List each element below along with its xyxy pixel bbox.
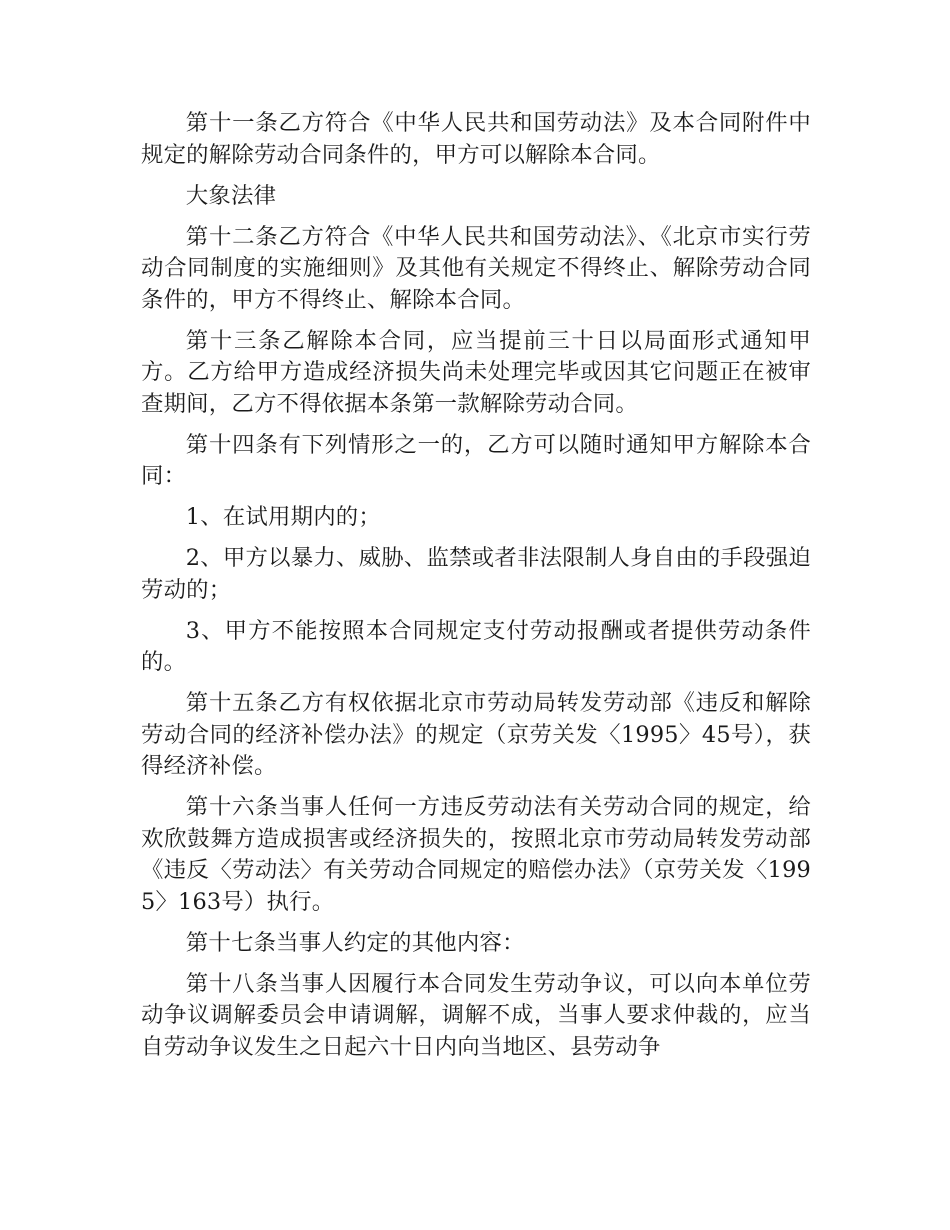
clause-14-item-1: 1、在试用期内的； xyxy=(185,504,381,530)
clause-16-paragraph: 第十六条当事人任何一方违反劳动法有关劳动合同的规定，给欢欣鼓舞方造成损害或经济损失的，按照北京市劳动局转发劳动部《违反〈劳动法〉有关劳动合同规定的赔偿办法》（京劳关发〈1995〉163号）执行。 xyxy=(141,794,811,915)
clause-18-paragraph: 第十八条当事人因履行本合同发生劳动争议，可以向本单位劳动争议调解委员会申请调解，调解不成，当事人要求仲裁的，应当自劳动争议发生之日起六十日内向当地区、县劳动争 xyxy=(141,970,811,1060)
clause-15-paragraph: 第十五条乙方有权依据北京市劳动局转发劳动部《违反和解除劳动合同的经济补偿办法》的规定（京劳关发〈1995〉45号），获得经济补偿。 xyxy=(141,690,811,779)
clause-14-paragraph: 第十四条有下列情形之一的，乙方可以随时通知甲方解除本合同： xyxy=(141,431,811,489)
clause-11-paragraph: 第十一条乙方符合《中华人民共和国劳动法》及本合同附件中规定的解除劳动合同条件的，甲方可以解除本合同。 xyxy=(141,110,811,168)
clause-13-paragraph: 第十三条乙解除本合同，应当提前三十日以局面形式通知甲方。乙方给甲方造成经济损失尚未处理完毕或因其它问题正在被审查期间，乙方不得依据本条第一款解除劳动合同。 xyxy=(141,327,811,417)
watermark-text-paragraph: 大象法律 xyxy=(185,182,277,209)
clause-14-item-3: 3、甲方不能按照本合同规定支付劳动报酬或者提供劳动条件的。 xyxy=(141,617,811,675)
clause-14-item-2: 2、甲方以暴力、威胁、监禁或者非法限制人身自由的手段强迫劳动的； xyxy=(141,545,811,603)
document-page xyxy=(141,108,811,1073)
clause-12-paragraph: 第十二条乙方符合《中华人民共和国劳动法》、《北京市实行劳动合同制度的实施细则》及其他有关规定不得终止、解除劳动合同条件的，甲方不得终止、解除本合同。 xyxy=(141,223,811,313)
clause-17-paragraph: 第十七条当事人约定的其他内容： xyxy=(185,929,525,956)
